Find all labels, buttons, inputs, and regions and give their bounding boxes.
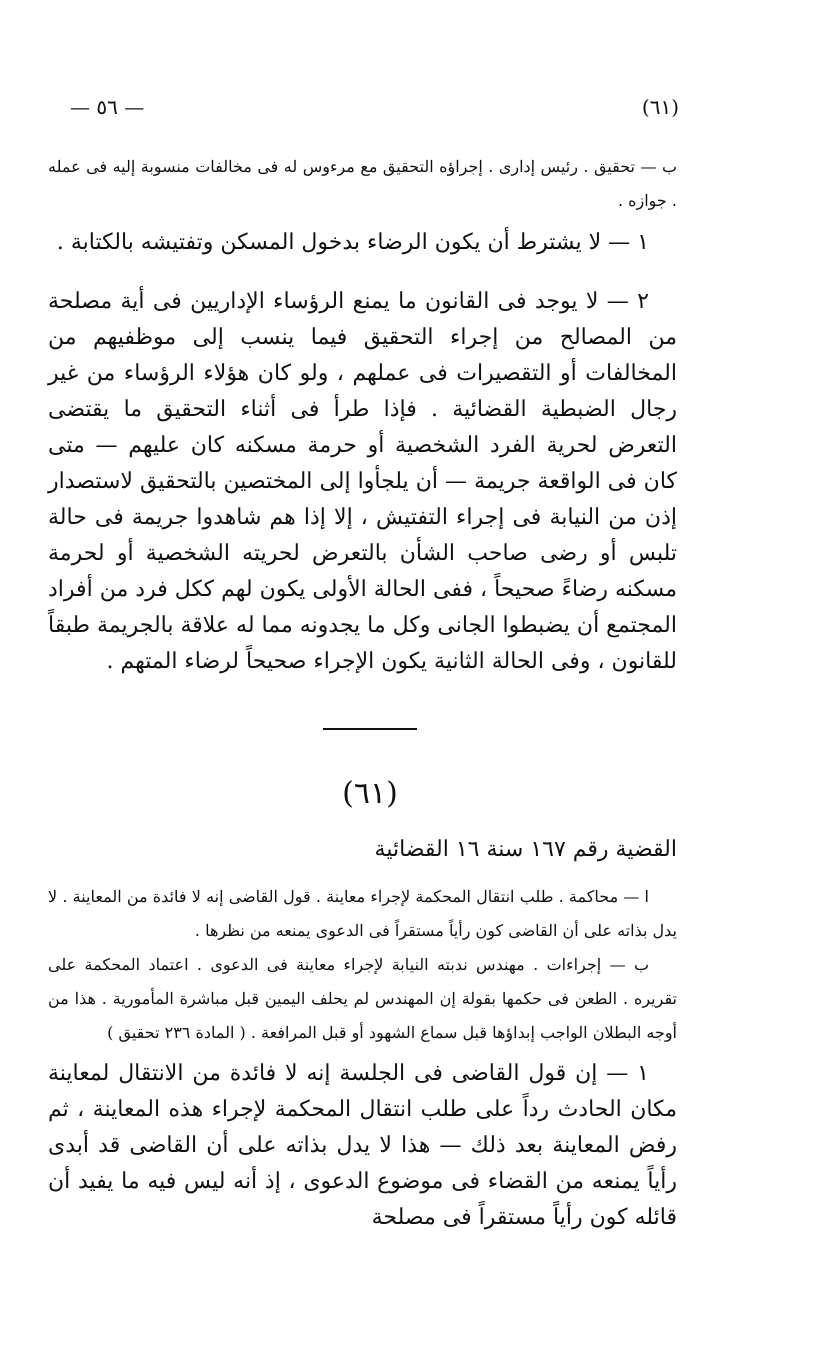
summary-b-previous: ب — تحقيق . رئيس إدارى . إجراؤه التحقيق مع مرءوس له فى مخالفات منسوبة إليه فى عمله . جوازه . [48, 157, 677, 210]
section-number: (٦١) [342, 776, 398, 811]
section-divider [323, 728, 417, 730]
paragraph-2-previous: ٢ — لا يوجد فى القانون ما يمنع الرؤساء الإداريين فى أية مصلحة من المصالح من إجراء التحقيق فيما ينسب إلى موظفيهم من المخالفات أو التقصيرات فى عملهم ، ولو كان هؤلاء الرؤساء من غير رجال الضبطية القضائية . فإذا طرأ فى أثناء التحقيق ما يقتضى التعرض لحرية الفرد الشخصية أو حرمة مسكنه كان عليهم — متى كان فى الواقعة جريمة — أن يلجأوا إلى المختصين بالتحقيق لاستصدار إذن من النيابة فى إجراء التفتيش ، إلا إذا هم شاهدوا جريمة فى حالة تلبس أو رضى صاحب الشأن بالتعرض لحريته الشخصية أو لحرمة مسكنه رضاءً صحيحاً ، ففى الحالة الأولى يكون لهم ككل فرد من أفراد المجتمع أن يضبطوا الجانى وكل ما يجدونه مما له علاقة بالجريمة طبقاً للقانون ، وفى الحالة الثانية يكون الإجراء صحيحاً لرضاء المتهم . [48, 289, 677, 674]
page-number: — ٥٦ — [70, 95, 145, 119]
page-header [70, 90, 679, 124]
summary-a: ا — محاكمة . طلب انتقال المحكمة لإجراء معاينة . قول القاضى إنه لا فائدة من المعاينة . لا يدل بذاته على أن القاضى كون رأياً مستقراً فى الدعوى يمنعه من نظرها . [48, 887, 677, 940]
summary-b: ب — إجراءات . مهندس ندبته النيابة لإجراء معاينة فى الدعوى . اعتماد المحكمة على تقريره . الطعن فى حكمها بقولة إن المهندس لم يحلف اليمين قبل مباشرة المأمورية . هذا من أوجه البطلان الواجب إبداؤها قبل سماع الشهود أو قبل المرافعة . ( المادة ٢٣٦ تحقيق ) [48, 955, 677, 1042]
paragraph-1: ١ — إن قول القاضى فى الجلسة إنه لا فائدة من الانتقال لمعاينة مكان الحادث رداً على طلب انتقال المحكمة لإجراء هذه المعاينة ، ثم رفض المعاينة بعد ذلك — هذا لا يدل بذاته على أن القاضى قد أبدى رأياً يمنعه من القضاء فى موضوع الدعوى ، إذ أنه ليس فيه ما يفيد أن قائله كون رأياً مستقراً فى مصلحة [48, 1061, 677, 1230]
paragraph-1-previous: ١ — لا يشترط أن يكون الرضاء بدخول المسكن وتفتيشه بالكتابة . [56, 230, 649, 255]
case-title: القضية رقم ١٦٧ سنة ١٦ القضائية [374, 837, 677, 862]
section-reference: (٦١) [641, 95, 679, 119]
